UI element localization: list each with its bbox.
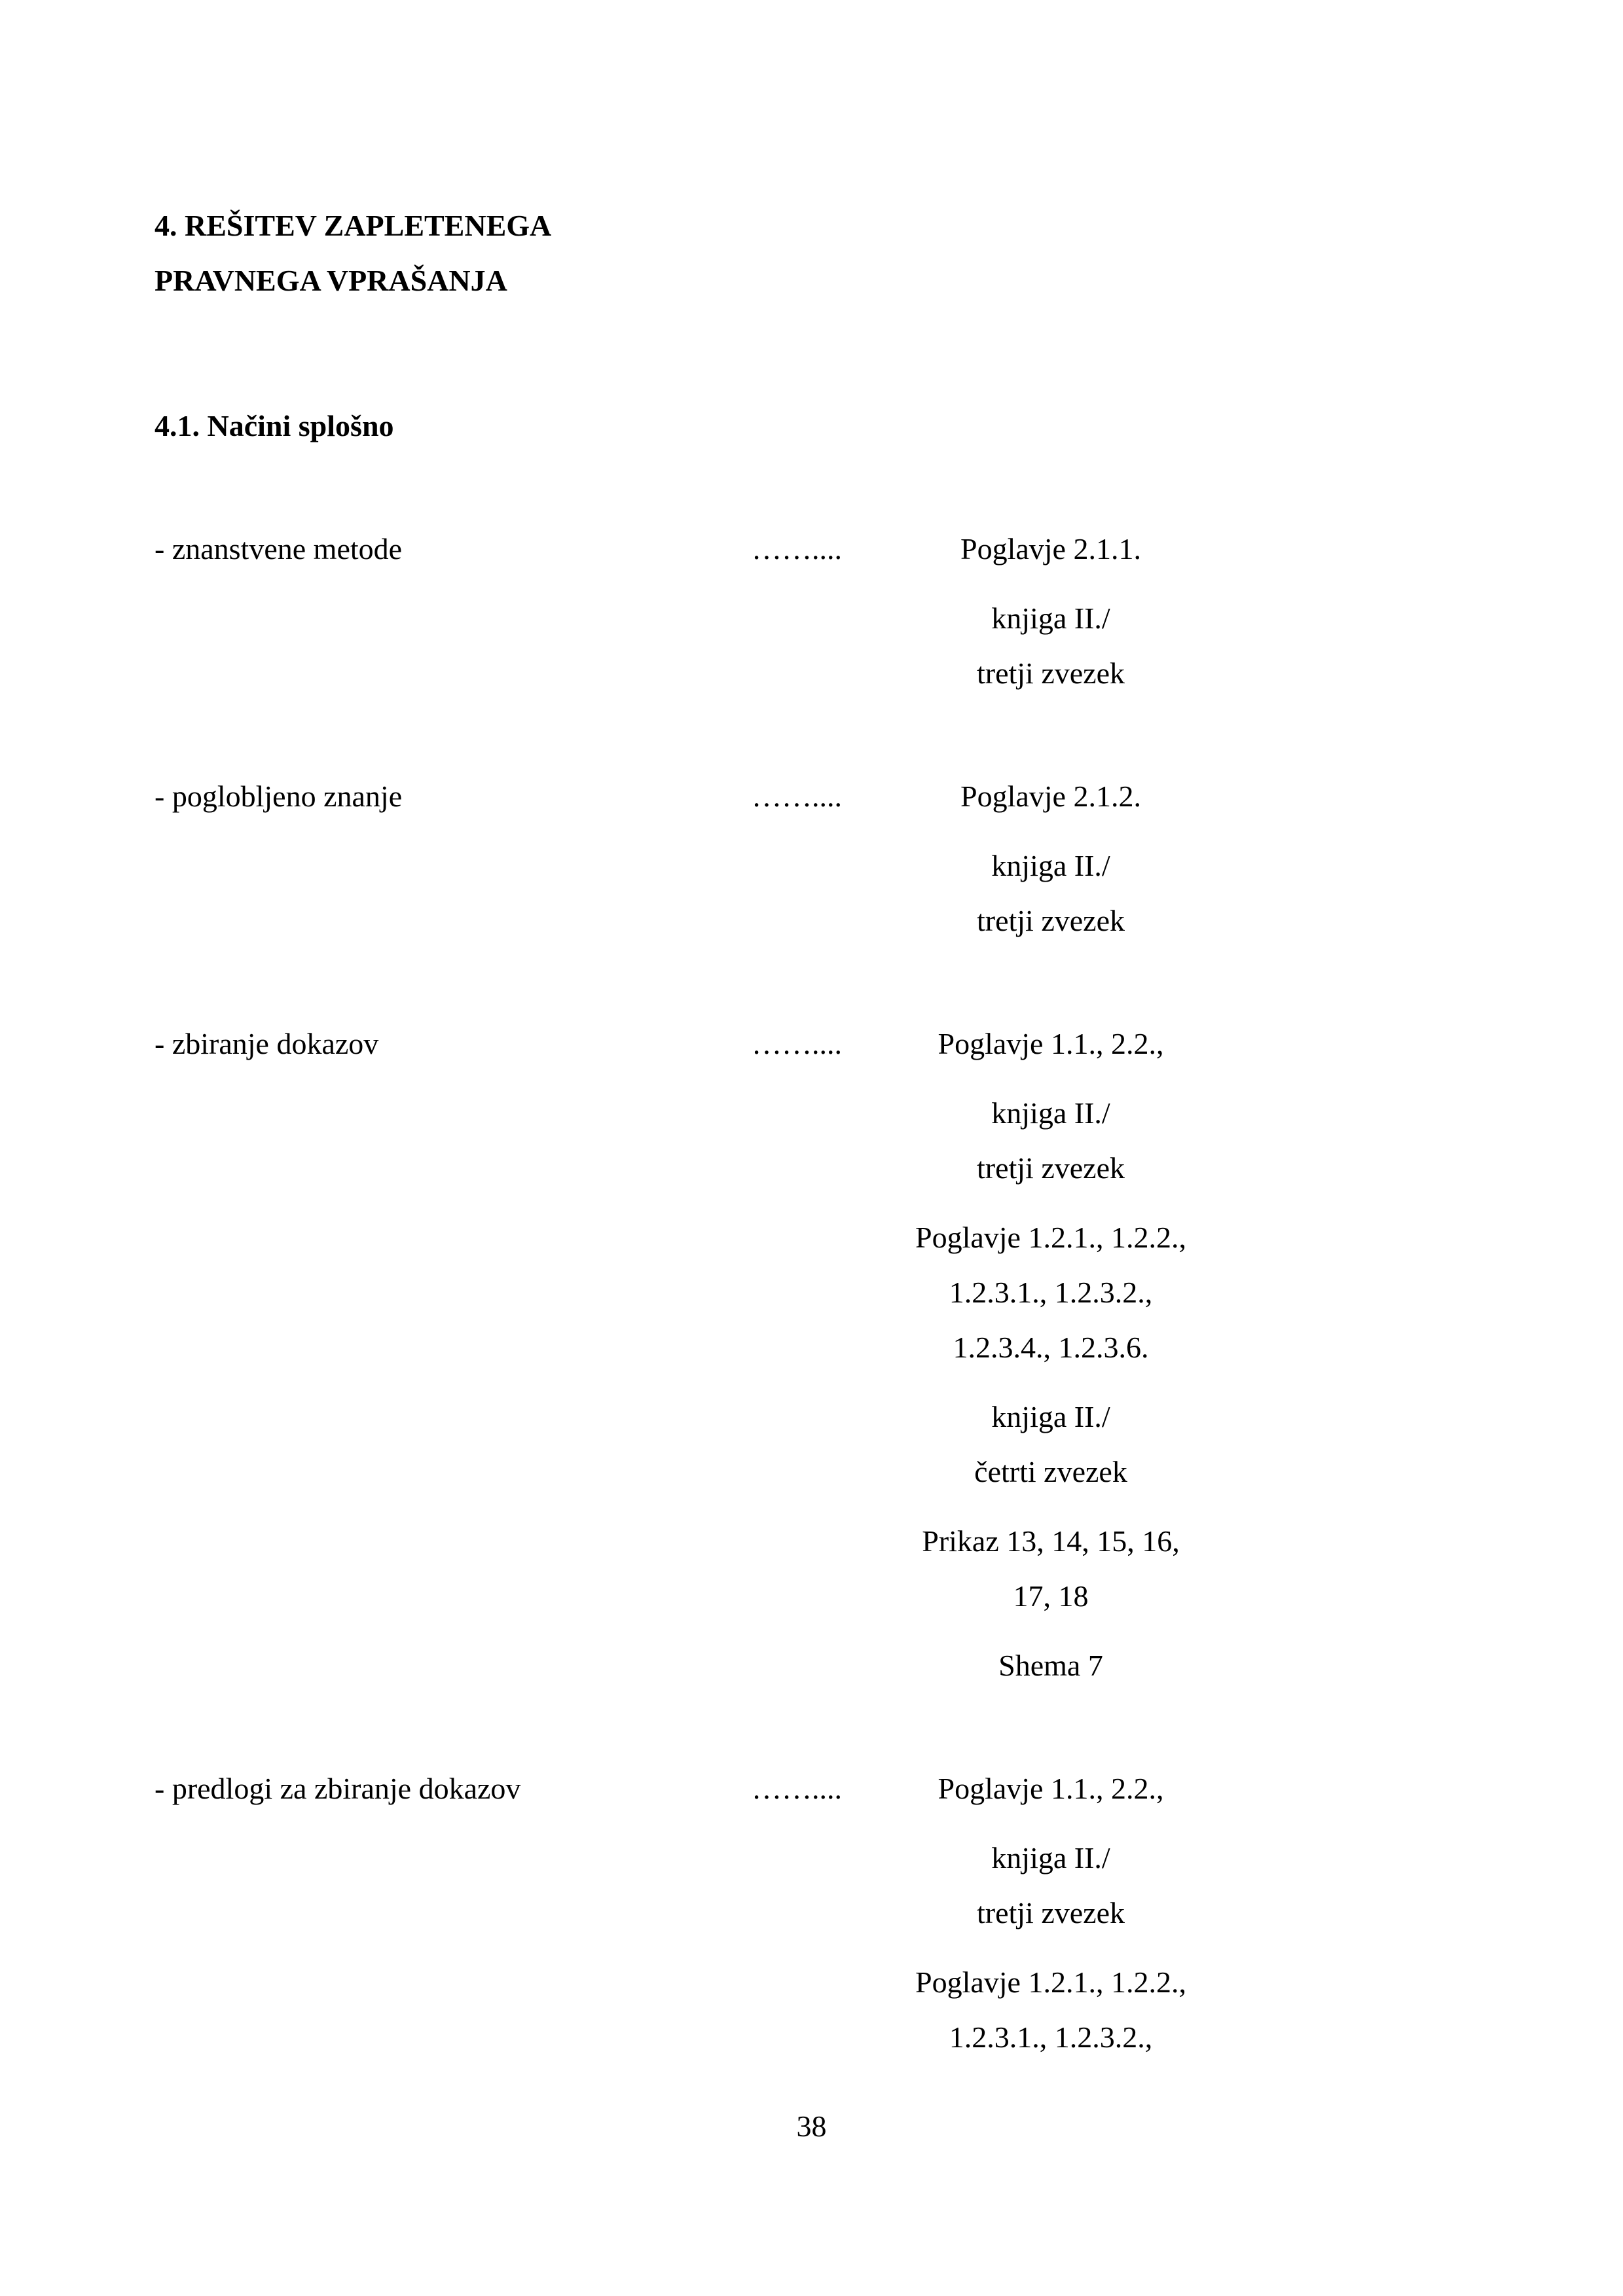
- chapter-heading-line-2: PRAVNEGA VPRAŠANJA: [155, 264, 507, 297]
- section-heading: 4.1. Načini splošno: [155, 409, 394, 442]
- entry-reference: knjiga II./: [991, 1096, 1110, 1130]
- entry-reference: knjiga II./: [991, 849, 1110, 882]
- entry-leader-dots: ……....: [752, 532, 842, 565]
- entry-label: - zbiranje dokazov: [155, 1027, 379, 1060]
- entry-reference: četrti zvezek: [974, 1455, 1127, 1488]
- entry-reference: 1.2.3.1., 1.2.3.2.,: [949, 1276, 1153, 1309]
- entry-reference: Poglavje 1.2.1., 1.2.2.,: [915, 1965, 1186, 1999]
- entry-reference: Poglavje 1.1., 2.2.,: [938, 1772, 1164, 1805]
- entry-label: - predlogi za zbiranje dokazov: [155, 1772, 521, 1805]
- chapter-heading-line-1: 4. REŠITEV ZAPLETENEGA: [155, 209, 552, 242]
- entry-reference: tretji zvezek: [976, 904, 1125, 937]
- entry-leader-dots: ……....: [752, 1027, 842, 1060]
- entry-reference: Poglavje 2.1.1.: [960, 532, 1141, 565]
- entry-leader-dots: ……....: [752, 780, 842, 813]
- entry-reference: 1.2.3.1., 1.2.3.2.,: [949, 2020, 1153, 2054]
- entry-reference: Poglavje 2.1.2.: [960, 780, 1141, 813]
- page-number: 38: [796, 2109, 827, 2143]
- entry-reference: Prikaz 13, 14, 15, 16,: [922, 1524, 1180, 1558]
- entry-reference: 1.2.3.4., 1.2.3.6.: [953, 1331, 1149, 1364]
- entry-label: - poglobljeno znanje: [155, 780, 403, 813]
- entry-label: - znanstvene metode: [155, 532, 403, 565]
- entry-reference: tretji zvezek: [976, 1151, 1125, 1185]
- entry-leader-dots: ……....: [752, 1772, 842, 1805]
- entry-reference: knjiga II./: [991, 601, 1110, 635]
- entry-reference: Poglavje 1.1., 2.2.,: [938, 1027, 1164, 1060]
- entry-reference: knjiga II./: [991, 1400, 1110, 1433]
- entry-reference: 17, 18: [1013, 1579, 1089, 1613]
- entry-reference: knjiga II./: [991, 1841, 1110, 1874]
- entry-reference: tretji zvezek: [976, 1896, 1125, 1929]
- entry-reference: Poglavje 1.2.1., 1.2.2.,: [915, 1221, 1186, 1254]
- entry-reference: Shema 7: [998, 1649, 1103, 1682]
- entry-reference: tretji zvezek: [976, 656, 1125, 690]
